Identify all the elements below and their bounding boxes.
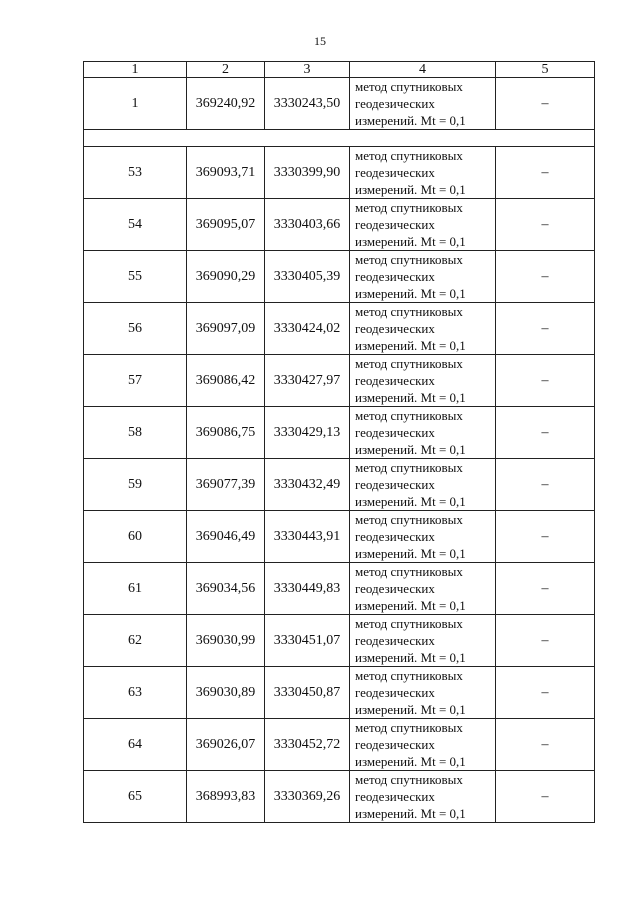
method-text-line: геодезических [355, 737, 435, 752]
header-col-4: 4 [350, 62, 496, 78]
note-cell: – [496, 251, 595, 303]
method-text-line: геодезических [355, 581, 435, 596]
x-coordinate-cell: 369034,56 [187, 563, 265, 615]
table-row [84, 199, 595, 251]
y-coordinate-cell: 3330399,90 [265, 147, 350, 199]
method-text-line: метод спутниковых [355, 356, 463, 371]
method-text-line: геодезических [355, 165, 435, 180]
y-coordinate-cell: 3330451,07 [265, 615, 350, 667]
y-coordinate-cell: 3330449,83 [265, 563, 350, 615]
table-row [84, 78, 595, 130]
note-cell: – [496, 511, 595, 563]
point-number-cell: 60 [84, 511, 187, 563]
method-cell [350, 355, 496, 407]
method-text-line: метод спутниковых [355, 200, 463, 215]
table-gap-row [84, 130, 595, 147]
method-text-line: измерений. Mt = 0,1 [355, 182, 466, 197]
method-text-line: метод спутниковых [355, 720, 463, 735]
method-text-line: измерений. Mt = 0,1 [355, 442, 466, 457]
method-cell [350, 719, 496, 771]
table-row [84, 407, 595, 459]
method-text-line: метод спутниковых [355, 564, 463, 579]
y-coordinate-cell: 3330403,66 [265, 199, 350, 251]
note-cell: – [496, 667, 595, 719]
note-cell: – [496, 355, 595, 407]
method-text-line: измерений. Mt = 0,1 [355, 494, 466, 509]
x-coordinate-cell: 369240,92 [187, 78, 265, 130]
point-number-cell: 64 [84, 719, 187, 771]
x-coordinate-cell: 369030,89 [187, 667, 265, 719]
point-number-cell: 61 [84, 563, 187, 615]
method-text-line: измерений. Mt = 0,1 [355, 234, 466, 249]
method-text-line: геодезических [355, 321, 435, 336]
method-cell [350, 771, 496, 823]
method-text-line: геодезических [355, 633, 435, 648]
method-text-line: геодезических [355, 373, 435, 388]
table-row [84, 459, 595, 511]
method-text-line: геодезических [355, 477, 435, 492]
method-text-line: измерений. Mt = 0,1 [355, 546, 466, 561]
method-cell [350, 407, 496, 459]
y-coordinate-cell: 3330429,13 [265, 407, 350, 459]
note-cell: – [496, 719, 595, 771]
y-coordinate-cell: 3330427,97 [265, 355, 350, 407]
header-col-5: 5 [496, 62, 595, 78]
method-text-line: метод спутниковых [355, 408, 463, 423]
method-text-line: геодезических [355, 217, 435, 232]
point-number-cell: 58 [84, 407, 187, 459]
table-row [84, 251, 595, 303]
method-text-line: измерений. Mt = 0,1 [355, 754, 466, 769]
method-text-line: метод спутниковых [355, 772, 463, 787]
method-text-line: геодезических [355, 529, 435, 544]
method-cell [350, 563, 496, 615]
x-coordinate-cell: 369095,07 [187, 199, 265, 251]
x-coordinate-cell: 369086,42 [187, 355, 265, 407]
method-text-line: измерений. Mt = 0,1 [355, 598, 466, 613]
x-coordinate-cell: 369086,75 [187, 407, 265, 459]
header-col-3: 3 [265, 62, 350, 78]
note-cell: – [496, 563, 595, 615]
method-cell [350, 615, 496, 667]
y-coordinate-cell: 3330432,49 [265, 459, 350, 511]
method-cell [350, 147, 496, 199]
note-cell: – [496, 147, 595, 199]
method-text-line: измерений. Mt = 0,1 [355, 650, 466, 665]
table-row [84, 303, 595, 355]
header-col-2: 2 [187, 62, 265, 78]
note-cell: – [496, 303, 595, 355]
y-coordinate-cell: 3330243,50 [265, 78, 350, 130]
method-cell [350, 303, 496, 355]
y-coordinate-cell: 3330443,91 [265, 511, 350, 563]
method-cell [350, 78, 496, 130]
y-coordinate-cell: 3330450,87 [265, 667, 350, 719]
point-number-cell: 53 [84, 147, 187, 199]
method-text-line: метод спутниковых [355, 79, 463, 94]
method-text-line: измерений. Mt = 0,1 [355, 806, 466, 821]
point-number-cell: 65 [84, 771, 187, 823]
note-cell: – [496, 459, 595, 511]
table-row [84, 667, 595, 719]
point-number-cell: 63 [84, 667, 187, 719]
x-coordinate-cell: 369077,39 [187, 459, 265, 511]
point-number-cell: 62 [84, 615, 187, 667]
note-cell: – [496, 771, 595, 823]
method-cell [350, 199, 496, 251]
coordinates-table [83, 61, 595, 823]
note-cell: – [496, 199, 595, 251]
point-number-cell: 1 [84, 78, 187, 130]
table-row [84, 147, 595, 199]
method-text-line: метод спутниковых [355, 668, 463, 683]
x-coordinate-cell: 369090,29 [187, 251, 265, 303]
method-text-line: геодезических [355, 685, 435, 700]
table-row [84, 719, 595, 771]
method-cell [350, 251, 496, 303]
table-header-row [84, 62, 595, 78]
method-text-line: метод спутниковых [355, 616, 463, 631]
table-row [84, 771, 595, 823]
method-text-line: измерений. Mt = 0,1 [355, 286, 466, 301]
method-text-line: геодезических [355, 789, 435, 804]
note-cell: – [496, 78, 595, 130]
x-coordinate-cell: 369026,07 [187, 719, 265, 771]
method-text-line: метод спутниковых [355, 252, 463, 267]
x-coordinate-cell: 369030,99 [187, 615, 265, 667]
method-text-line: измерений. Mt = 0,1 [355, 113, 466, 128]
method-text-line: метод спутниковых [355, 148, 463, 163]
point-number-cell: 57 [84, 355, 187, 407]
method-text-line: измерений. Mt = 0,1 [355, 702, 466, 717]
point-number-cell: 56 [84, 303, 187, 355]
y-coordinate-cell: 3330369,26 [265, 771, 350, 823]
method-text-line: метод спутниковых [355, 304, 463, 319]
y-coordinate-cell: 3330405,39 [265, 251, 350, 303]
y-coordinate-cell: 3330424,02 [265, 303, 350, 355]
x-coordinate-cell: 369046,49 [187, 511, 265, 563]
method-text-line: метод спутниковых [355, 460, 463, 475]
y-coordinate-cell: 3330452,72 [265, 719, 350, 771]
gap-cell [84, 130, 595, 147]
point-number-cell: 54 [84, 199, 187, 251]
method-text-line: геодезических [355, 425, 435, 440]
point-number-cell: 55 [84, 251, 187, 303]
header-col-1: 1 [84, 62, 187, 78]
method-text-line: измерений. Mt = 0,1 [355, 390, 466, 405]
method-text-line: геодезических [355, 96, 435, 111]
method-text-line: геодезических [355, 269, 435, 284]
method-cell [350, 667, 496, 719]
x-coordinate-cell: 368993,83 [187, 771, 265, 823]
method-text-line: измерений. Mt = 0,1 [355, 338, 466, 353]
table-row [84, 563, 595, 615]
x-coordinate-cell: 369093,71 [187, 147, 265, 199]
note-cell: – [496, 407, 595, 459]
x-coordinate-cell: 369097,09 [187, 303, 265, 355]
note-cell: – [496, 615, 595, 667]
method-text-line: метод спутниковых [355, 512, 463, 527]
method-cell [350, 511, 496, 563]
point-number-cell: 59 [84, 459, 187, 511]
table-row [84, 511, 595, 563]
method-cell [350, 459, 496, 511]
table-row [84, 615, 595, 667]
page-number: 15 [314, 34, 326, 48]
table-row [84, 355, 595, 407]
